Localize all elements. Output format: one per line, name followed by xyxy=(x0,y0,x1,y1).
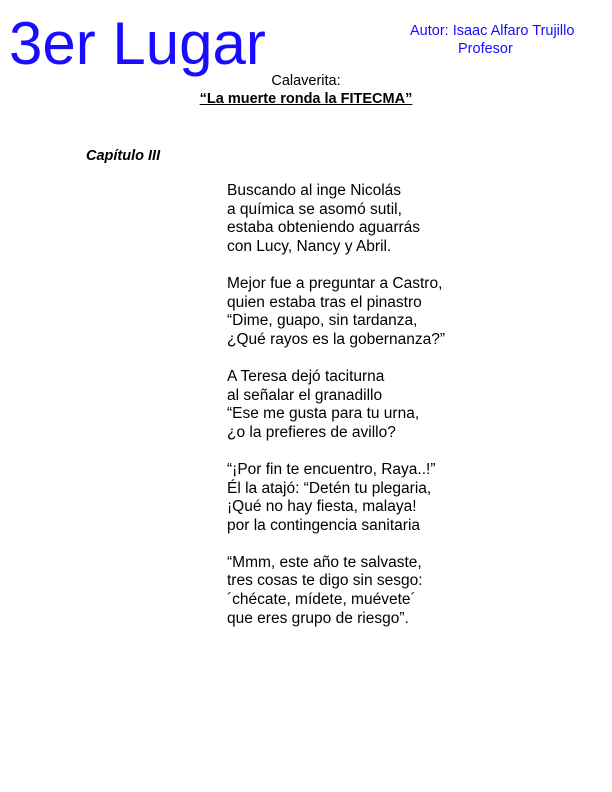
verse-line: “Dime, guapo, sin tardanza, xyxy=(227,312,418,330)
chapter-heading: Capítulo III xyxy=(86,148,161,164)
verse-line: Mejor fue a preguntar a Castro, xyxy=(227,274,443,292)
verse-line: “Mmm, este año te salvaste, xyxy=(227,553,422,571)
verse-line: que eres grupo de riesgo”. xyxy=(227,609,409,627)
placement-heading: 3er Lugar xyxy=(9,10,266,77)
verse-line: “Ese me gusta para tu urna, xyxy=(227,405,420,423)
verse-line: A Teresa dejó taciturna xyxy=(227,367,385,385)
verse-line: Él la atajó: “Detén tu plegaria, xyxy=(227,479,432,497)
verse-line: a química se asomó sutil, xyxy=(227,200,402,218)
poem-kind xyxy=(0,72,612,90)
stanza xyxy=(227,368,445,442)
stanza xyxy=(227,275,445,349)
stanza xyxy=(227,182,445,256)
verse-line: Buscando al inge Nicolás xyxy=(227,182,402,199)
poem-kind-label: Calaverita: xyxy=(271,73,341,89)
verse-line: al señalar el granadillo xyxy=(227,386,383,404)
verse-line: quien estaba tras el pinastro xyxy=(227,293,422,311)
verse-line: con Lucy, Nancy y Abril. xyxy=(227,237,392,255)
verse-line: tres cosas te digo sin sesgo: xyxy=(227,572,423,590)
verse-line: ¿Qué rayos es la gobernanza?” xyxy=(227,330,445,348)
verse-line: “¡Por fin te encuentro, Raya..!” xyxy=(227,460,436,478)
stanza xyxy=(227,461,445,535)
verse-line: por la contingencia sanitaria xyxy=(227,516,421,534)
verse-line: ´chécate, mídete, muévete´ xyxy=(227,591,416,609)
verse-line: ¿o la prefieres de avillo? xyxy=(227,423,396,441)
poem-body xyxy=(227,182,445,647)
verse-line: estaba obteniendo aguarrás xyxy=(227,219,421,237)
verse-line: ¡Qué no hay fiesta, malaya! xyxy=(227,498,417,516)
author-block xyxy=(410,22,574,58)
stanza xyxy=(227,554,445,628)
author-role: Profesor xyxy=(458,41,513,57)
author-name: Autor: Isaac Alfaro Trujillo xyxy=(410,23,575,39)
poem-title: “La muerte ronda la FITECMA” xyxy=(199,91,413,107)
